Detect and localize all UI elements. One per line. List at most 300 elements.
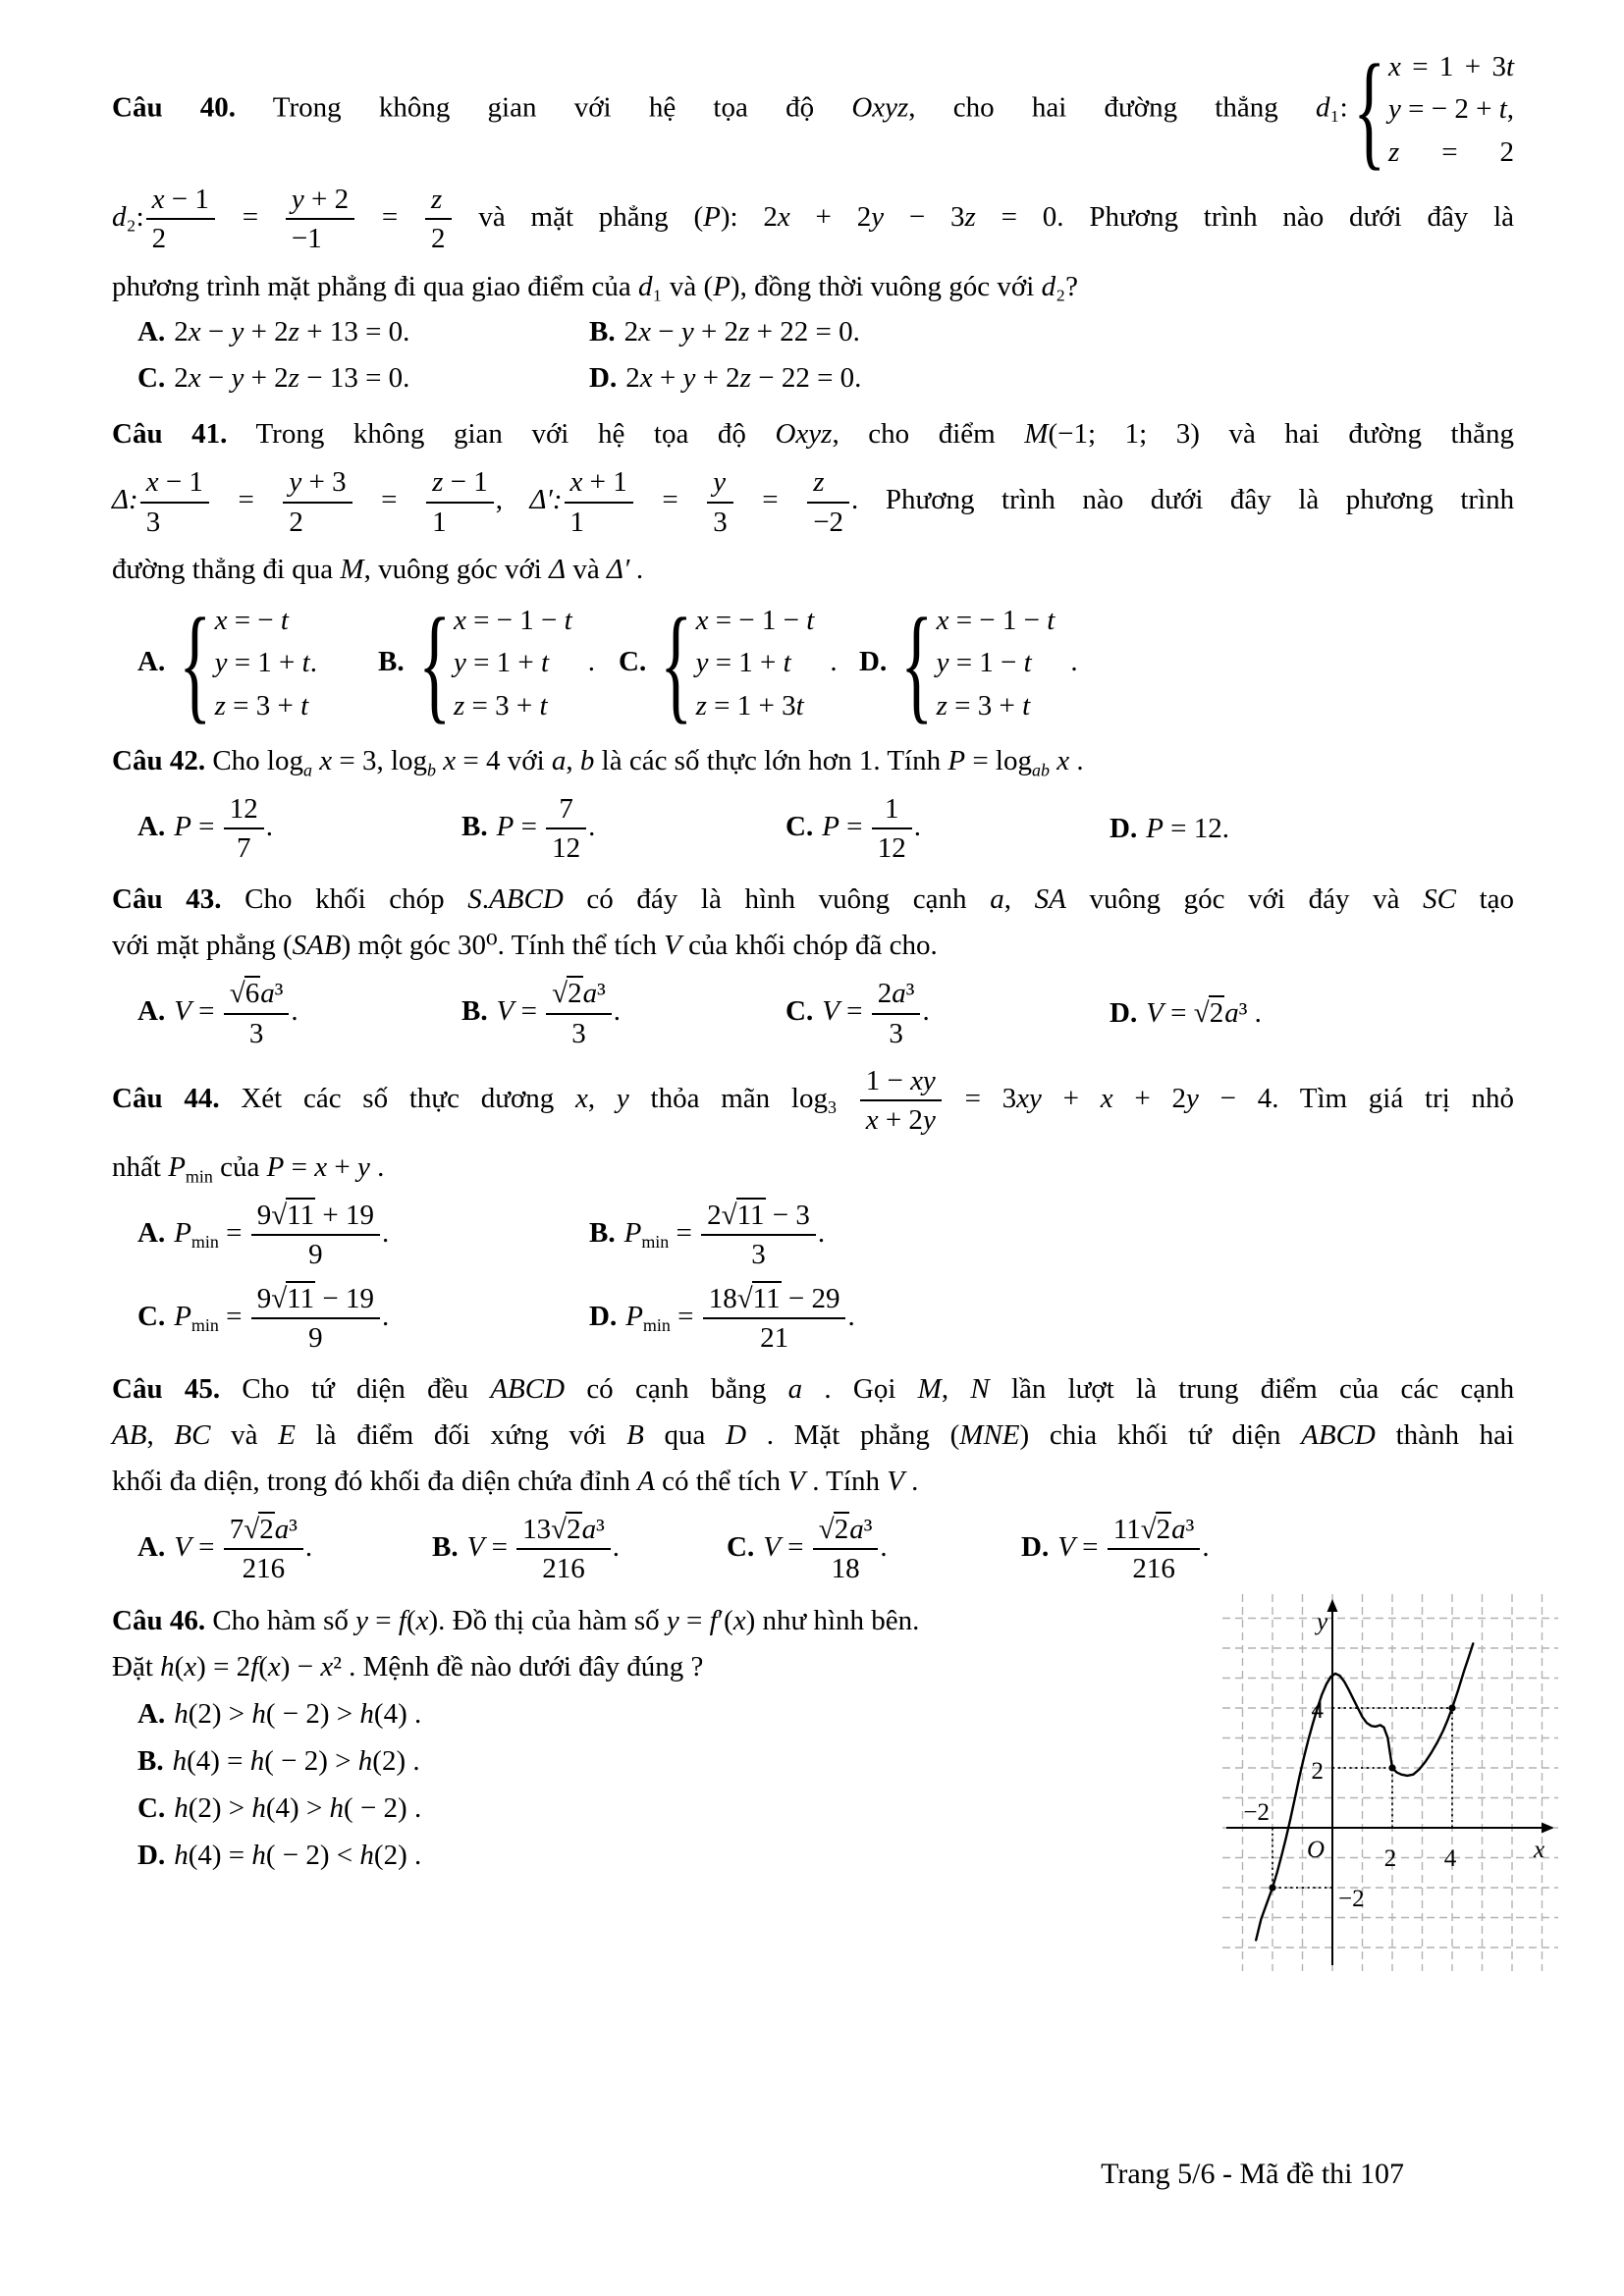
math-fragment: P =	[822, 810, 863, 842]
text-fragment: Xét các số thực dương	[241, 1082, 555, 1114]
numerator	[516, 1511, 611, 1550]
math-fragment: a,	[990, 883, 1011, 916]
line	[112, 463, 1514, 541]
denominator: 3	[713, 506, 728, 538]
math-fragment: P	[625, 1300, 643, 1332]
svg-text:x: x	[1534, 1836, 1545, 1863]
options-row	[112, 355, 1514, 401]
radicand: 2	[259, 1514, 274, 1546]
radicand: 2	[834, 1514, 849, 1546]
math-fragment: d₁	[638, 270, 663, 302]
math-fragment: x .	[1056, 744, 1084, 776]
math-fragment: x = 3,	[319, 744, 384, 776]
numerator	[813, 1511, 879, 1550]
denominator: 1	[569, 506, 585, 538]
math-fragment: V .	[787, 1466, 820, 1498]
denominator: 2	[431, 223, 446, 255]
math-fragment: h(2) > h( − 2) > h(4) .	[174, 1697, 422, 1730]
line	[112, 1598, 1231, 1644]
brace: {	[417, 590, 451, 735]
sqrt-icon: √	[271, 1200, 287, 1232]
equation-system	[655, 590, 815, 735]
fprime-graph	[1222, 1594, 1558, 1971]
numerator: y + 3	[283, 463, 352, 503]
option-d	[589, 1280, 855, 1358]
math-fragment: a³	[1171, 1514, 1195, 1546]
text-fragment: vuông góc với đáy và	[1089, 883, 1400, 916]
math-fragment: 2x − y + 2z + 22 = 0.	[623, 316, 860, 348]
min-subscript: min	[190, 1232, 219, 1253]
line	[112, 1145, 1514, 1191]
fraction	[858, 1062, 944, 1140]
equation-system	[1348, 37, 1515, 182]
denominator: 3	[571, 1017, 586, 1049]
fraction	[222, 1511, 305, 1588]
math-fragment: P = 12.	[1146, 812, 1230, 844]
fraction	[514, 1511, 613, 1588]
line	[112, 264, 1514, 310]
text-fragment: đồng thời vuông góc với	[754, 270, 1035, 302]
numerator	[703, 1280, 846, 1319]
period: .	[265, 810, 274, 842]
math-fragment: − 3	[765, 1200, 810, 1232]
math-fragment: M(−1; 1; 3)	[1024, 418, 1200, 451]
svg-text:4: 4	[1311, 1696, 1324, 1724]
radicand: 11	[287, 1200, 315, 1232]
text-fragment: Phương trình nào dưới đây là phương trình	[885, 484, 1515, 516]
option-letter: D.	[1021, 1531, 1050, 1564]
math-fragment: d₂?	[1041, 270, 1079, 302]
text-fragment: nhất	[112, 1151, 161, 1184]
log-operator: log	[995, 744, 1032, 776]
math-fragment: P	[174, 1217, 191, 1250]
text-fragment: với	[507, 744, 545, 776]
period: .	[381, 1300, 390, 1332]
fraction	[870, 975, 923, 1052]
math-fragment: P = x + y .	[266, 1151, 385, 1184]
numerator: z	[425, 181, 452, 220]
option-letter: C.	[619, 645, 647, 677]
line	[112, 547, 1514, 593]
svg-text:2: 2	[1383, 1844, 1397, 1872]
math-fragment: V =	[822, 995, 863, 1028]
math-fragment: V =	[174, 995, 215, 1028]
math-fragment: (MNE)	[949, 1419, 1030, 1452]
period: .	[587, 645, 595, 677]
denominator: 3	[751, 1239, 766, 1271]
math-fragment: ABCD	[1301, 1419, 1376, 1452]
text-fragment: thành hai	[1395, 1419, 1515, 1452]
period: .	[817, 1217, 826, 1250]
question-43	[112, 877, 1514, 1051]
radicand: 2	[1209, 997, 1224, 1030]
option-c	[137, 355, 589, 401]
radicand: 11	[736, 1200, 765, 1232]
denominator: 216	[1132, 1553, 1175, 1585]
option-letter: D.	[1110, 812, 1138, 844]
text-fragment: Cho khối chóp	[244, 883, 445, 916]
numerator: y	[707, 463, 733, 503]
option-letter: C.	[137, 1791, 166, 1824]
text-fragment: khối đa diện, trong đó khối đa diện chứa đỉnh	[112, 1466, 630, 1498]
math-fragment: x = − 1 − t	[936, 604, 1056, 636]
period: .	[847, 1300, 855, 1332]
question-42	[112, 738, 1514, 867]
equals-sign: =	[381, 484, 398, 516]
equation-system	[895, 590, 1056, 735]
math-fragment: z = 2	[1388, 135, 1515, 168]
fraction	[249, 1197, 382, 1274]
math-fragment: 2	[707, 1200, 722, 1232]
option-a	[137, 590, 378, 735]
text-fragment: một góc	[357, 930, 451, 962]
math-fragment: a³	[274, 1514, 298, 1546]
sqrt-icon: √	[229, 978, 244, 1010]
text-fragment: là điểm đối xứng với	[315, 1419, 607, 1452]
option-d	[1110, 806, 1229, 852]
log-operator: log	[390, 744, 428, 776]
math-fragment: x = 1 + 3t	[1388, 50, 1515, 82]
text-fragment: Tính	[826, 1466, 880, 1498]
option-d	[589, 355, 861, 401]
option-c	[727, 1511, 1021, 1588]
line	[112, 923, 1514, 969]
math-fragment: A	[637, 1466, 655, 1498]
numerator: 1 − xy	[860, 1062, 942, 1101]
math-fragment: 18	[708, 1282, 737, 1314]
option-letter: A.	[137, 810, 166, 842]
question-45	[112, 1366, 1514, 1587]
denominator: 3	[145, 506, 161, 538]
question-label: Câu 46.	[112, 1604, 206, 1636]
text-fragment: và hai đường thẳng	[1228, 418, 1514, 451]
option-d	[1110, 990, 1262, 1037]
text-fragment: Gọi	[852, 1373, 896, 1406]
option-d	[112, 1832, 1231, 1879]
question-44	[112, 1062, 1514, 1357]
math-fragment: 2x − y + 2z + 13 = 0.	[174, 316, 410, 348]
text-fragment: và	[572, 553, 600, 585]
denominator: 12	[552, 832, 581, 865]
numerator: x − 1	[140, 463, 209, 503]
options-row	[112, 1280, 1514, 1358]
math-fragment: a³	[582, 978, 606, 1010]
period: .	[913, 810, 922, 842]
math-fragment: a³	[849, 1514, 873, 1546]
text-fragment: và	[231, 1419, 258, 1452]
numerator: z	[807, 463, 849, 503]
denominator: 3	[248, 1017, 264, 1049]
equals-sign: =	[242, 200, 259, 233]
math-fragment: Δ′ .	[607, 553, 644, 585]
fraction	[284, 181, 356, 258]
denominator: 9	[308, 1239, 323, 1271]
question-41	[112, 411, 1515, 735]
log-operator: log	[266, 744, 303, 776]
text-fragment: Tính thể tích	[511, 930, 657, 962]
line	[112, 1062, 1514, 1140]
option-a	[137, 309, 589, 355]
sqrt-icon: √	[244, 1514, 259, 1546]
svg-text:2: 2	[1311, 1757, 1324, 1785]
math-fragment: d₁:	[1315, 91, 1348, 124]
numerator	[224, 975, 290, 1014]
math-fragment: y = 1 + t	[453, 647, 550, 679]
math-fragment: P =	[947, 744, 989, 776]
math-fragment: y = f(x).	[355, 1604, 446, 1636]
option-letter: C.	[727, 1531, 755, 1564]
log-operator: log	[790, 1082, 828, 1114]
text-fragment: Cho	[212, 744, 260, 776]
math-fragment: a³	[260, 978, 284, 1010]
denominator: −2	[813, 506, 844, 538]
period: .	[880, 1531, 888, 1564]
question-label: Câu 43.	[112, 883, 222, 916]
text-fragment: chia khối tứ diện	[1049, 1419, 1281, 1452]
math-fragment: V =	[1146, 997, 1187, 1030]
text-fragment: của	[220, 1151, 260, 1184]
svg-text:4: 4	[1443, 1844, 1457, 1872]
question-label: Câu 41.	[112, 418, 228, 451]
text-fragment: có thể tích	[662, 1466, 781, 1498]
text-fragment: tạo	[1479, 883, 1515, 916]
math-fragment: − 19	[315, 1282, 374, 1314]
sqrt-icon: √	[736, 1282, 752, 1314]
text-fragment: Tìm giá trị nhỏ	[1299, 1082, 1515, 1114]
math-fragment: S.ABCD	[467, 883, 564, 916]
math-fragment: 13	[522, 1514, 552, 1546]
math-fragment: x, y	[575, 1082, 629, 1114]
option-a	[137, 790, 461, 868]
fraction	[544, 975, 614, 1052]
min-subscript: min	[190, 1314, 219, 1335]
math-fragment: 9	[256, 1200, 272, 1232]
min-subscript: min	[642, 1314, 671, 1335]
option-letter: C.	[785, 810, 814, 842]
period: .	[588, 810, 596, 842]
options-row	[112, 590, 1514, 735]
text-fragment: Đặt	[112, 1650, 153, 1682]
option-b	[378, 590, 619, 735]
math-fragment: V =	[174, 1531, 215, 1564]
period: .	[291, 995, 298, 1028]
fraction	[281, 463, 353, 541]
denominator: 12	[877, 832, 906, 865]
denominator: 216	[242, 1553, 286, 1585]
math-fragment: ABCD	[490, 1373, 566, 1406]
period: .	[830, 645, 838, 677]
line	[112, 1413, 1514, 1459]
options-row	[112, 790, 1514, 868]
log-subscript: ab	[1031, 760, 1050, 780]
question-40	[112, 37, 1515, 401]
options-row	[112, 975, 1514, 1052]
math-fragment: a³ .	[1224, 997, 1262, 1030]
text-fragment: Mặt phẳng	[793, 1419, 930, 1452]
text-fragment: với mặt phẳng	[112, 930, 276, 962]
radicand: 2	[1156, 1514, 1171, 1546]
math-fragment: V	[664, 930, 681, 962]
min-subscript: min	[185, 1166, 213, 1187]
math-fragment: − 29	[781, 1282, 840, 1314]
math-fragment: P	[168, 1151, 186, 1184]
text-fragment: Cho hàm số	[212, 1604, 349, 1636]
math-fragment: Oxyz,	[775, 418, 839, 451]
line	[112, 1644, 1231, 1690]
line	[112, 877, 1514, 923]
brace: {	[900, 590, 934, 735]
math-fragment: Δ	[549, 553, 567, 585]
option-letter: C.	[137, 1300, 166, 1332]
option-letter: A.	[137, 645, 166, 677]
option-c	[785, 790, 1110, 868]
options-row	[112, 1197, 1514, 1274]
option-letter: A.	[137, 1697, 166, 1730]
option-letter: A.	[137, 995, 166, 1028]
numerator	[251, 1197, 380, 1236]
fraction	[805, 463, 851, 541]
math-fragment: P =	[174, 810, 215, 842]
fraction	[811, 1511, 881, 1588]
denominator: 9	[308, 1321, 323, 1354]
option-b	[112, 1737, 1231, 1785]
denominator: 3	[889, 1017, 903, 1049]
option-letter: C.	[137, 362, 166, 395]
graph-svg	[1222, 1594, 1558, 1971]
fraction	[222, 790, 266, 868]
option-b	[461, 790, 785, 868]
option-a	[137, 1511, 432, 1588]
numerator: x − 1	[146, 181, 215, 220]
option-a	[112, 1690, 1231, 1737]
denominator: 7	[237, 832, 251, 865]
fraction	[222, 975, 292, 1052]
text-fragment: Trong không gian với hệ tọa độ	[255, 418, 746, 451]
sqrt-icon: √	[551, 1514, 567, 1546]
text-fragment: và mặt phẳng	[478, 200, 669, 233]
line	[112, 37, 1515, 182]
option-letter: B.	[461, 810, 488, 842]
question-label: Câu 44.	[112, 1082, 220, 1114]
numerator: z − 1	[426, 463, 494, 503]
numerator: x + 1	[565, 463, 633, 503]
text-fragment: Cho tứ diện đều	[242, 1373, 469, 1406]
sqrt-icon: √	[552, 978, 568, 1010]
text-fragment: Trong không gian với hệ tọa độ	[272, 91, 815, 124]
sqrt-icon: √	[271, 1282, 287, 1314]
radicand: 2	[567, 1514, 581, 1546]
equals-sign: =	[381, 200, 399, 233]
option-letter: A.	[137, 1531, 166, 1564]
math-fragment: 2x − y + 2z − 13 = 0.	[174, 362, 410, 395]
sqrt-icon: √	[818, 1514, 834, 1546]
math-fragment: (SAB)	[283, 930, 352, 962]
fraction	[701, 1280, 848, 1358]
math-fragment: h(4) = h( − 2) < h(2) .	[174, 1839, 422, 1871]
fraction	[1106, 1511, 1203, 1588]
option-c	[785, 975, 1110, 1052]
option-letter: C.	[785, 995, 814, 1028]
question-label: Câu 42.	[112, 744, 206, 776]
option-letter: D.	[1110, 997, 1138, 1030]
sqrt-icon: √	[721, 1200, 736, 1232]
option-a	[137, 1197, 589, 1274]
question-label: Câu 45.	[112, 1373, 221, 1406]
option-b	[589, 1197, 825, 1274]
numerator: y + 2	[286, 181, 354, 220]
fraction	[870, 790, 914, 868]
text-fragment: lần lượt là trung điểm của các cạnh	[1010, 1373, 1515, 1406]
fraction	[138, 463, 211, 541]
equals-sign: =	[662, 484, 678, 516]
math-fragment: Δ:	[112, 484, 138, 516]
denominator: −1	[291, 223, 322, 255]
option-letter: B.	[589, 1217, 616, 1250]
math-fragment: x = − 1 − t	[453, 604, 572, 636]
period: .	[922, 995, 930, 1028]
page-footer: Trang 5/6 - Mã đề thi 107	[1101, 2158, 1404, 2190]
math-fragment: = 3xy + x + 2y − 4.	[964, 1082, 1279, 1114]
math-fragment: a, b	[551, 744, 595, 776]
svg-text:−2: −2	[1243, 1798, 1270, 1826]
option-letter: D.	[859, 645, 888, 677]
period: .	[612, 1531, 621, 1564]
brace: {	[660, 590, 693, 735]
math-fragment: + 19	[315, 1200, 374, 1232]
option-c	[619, 590, 859, 735]
denominator: 1	[432, 506, 447, 538]
option-b	[432, 1511, 727, 1588]
math-fragment: 11	[1112, 1514, 1141, 1546]
option-letter: A.	[137, 316, 166, 348]
equals-sign: =	[226, 1300, 243, 1332]
log-subscript: b	[427, 760, 436, 780]
option-letter: D.	[137, 1839, 166, 1871]
period: .	[613, 995, 622, 1028]
period: .	[304, 1531, 313, 1564]
period: .	[1202, 1531, 1210, 1564]
fraction	[144, 181, 217, 258]
math-fragment: y = 1 + t	[695, 647, 791, 679]
fraction	[424, 463, 496, 541]
math-fragment: y = f′(x)	[666, 1604, 756, 1636]
text-fragment: qua	[664, 1419, 706, 1452]
math-fragment: V =	[466, 1531, 508, 1564]
numerator	[546, 975, 612, 1014]
equals-sign: =	[238, 484, 254, 516]
denominator: 21	[760, 1321, 789, 1354]
svg-text:y: y	[1317, 1608, 1328, 1635]
fraction	[249, 1280, 382, 1358]
line	[112, 1459, 1514, 1505]
sqrt-icon: √	[1193, 997, 1209, 1030]
option-letter: B.	[432, 1531, 459, 1564]
period: .	[1070, 645, 1078, 677]
math-fragment: (P): 2x + 2y − 3z = 0.	[693, 200, 1064, 233]
option-c	[112, 1785, 1231, 1832]
math-fragment: SA	[1034, 883, 1066, 916]
options-row	[112, 309, 1514, 355]
math-fragment: (P),	[703, 270, 747, 302]
equals-sign: =	[677, 1300, 694, 1332]
option-b	[589, 309, 860, 355]
log-subscript: a	[302, 760, 312, 780]
option-letter: B.	[589, 316, 616, 348]
fraction	[699, 1197, 818, 1274]
radicand: 11	[752, 1282, 781, 1314]
text-fragment: Đồ thị của hàm số	[452, 1604, 660, 1636]
option-d	[859, 590, 1100, 735]
